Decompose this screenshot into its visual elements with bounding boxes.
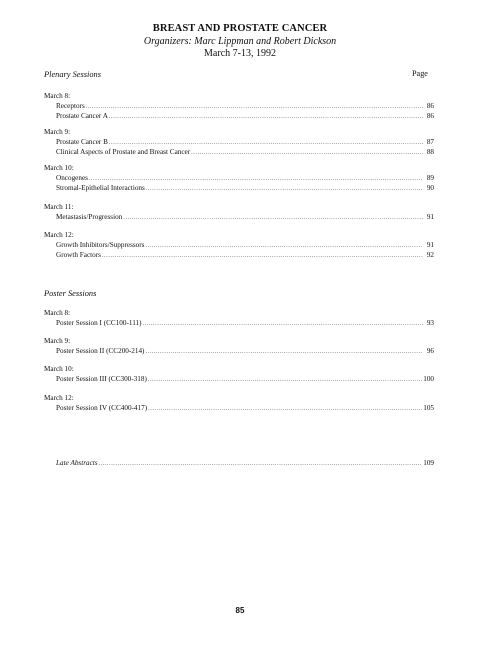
group-date: March 9:	[44, 128, 71, 136]
toc-entry	[56, 250, 434, 260]
entry-page: 96	[426, 347, 434, 355]
toc-entry	[56, 101, 434, 111]
group-date: March 12:	[44, 231, 74, 239]
late-abstracts-entry	[56, 458, 434, 468]
toc-entry	[56, 111, 434, 121]
dot-leader	[148, 404, 422, 414]
poster-group-march-10	[44, 364, 434, 384]
plenary-group-march-12	[44, 230, 434, 260]
toc-entry	[56, 173, 434, 183]
plenary-group-march-9	[44, 127, 434, 157]
group-date: March 10:	[44, 365, 74, 373]
toc-entry	[56, 137, 434, 147]
entry-page: 100	[423, 375, 434, 383]
dot-leader	[146, 184, 423, 194]
group-date: March 10:	[44, 164, 74, 172]
page-number: 85	[235, 606, 245, 615]
dot-leader	[102, 251, 423, 261]
entry-page: 88	[426, 148, 434, 156]
dot-leader	[99, 459, 423, 469]
toc-entry	[56, 183, 434, 193]
group-date: March 11:	[44, 203, 74, 211]
entry-page: 92	[426, 251, 434, 259]
organizers-line: Organizers: Marc Lippman and Robert Dickson	[143, 36, 337, 47]
entry-label: Poster Session IV (CC400-417)	[56, 404, 148, 412]
entry-label: Poster Session II (CC200-214)	[56, 347, 145, 355]
entry-page: 90	[426, 184, 434, 192]
entry-page: 93	[426, 319, 434, 327]
entry-label: Stromal-Epithelial Interactions	[56, 184, 145, 192]
group-date: March 8:	[44, 92, 71, 100]
entry-label: Growth Factors	[56, 251, 101, 259]
toc-entry	[56, 346, 434, 356]
plenary-group-march-8	[44, 91, 434, 121]
entry-page: 87	[426, 138, 434, 146]
toc-entry	[56, 212, 434, 222]
group-date: March 8:	[44, 309, 71, 317]
meeting-dates: March 7-13, 1992	[204, 48, 276, 59]
toc-entry	[56, 403, 434, 413]
entry-page: 109	[423, 459, 434, 467]
group-date: March 9:	[44, 337, 71, 345]
dot-leader	[123, 213, 423, 223]
entry-page: 91	[426, 241, 434, 249]
entry-page: 89	[426, 174, 434, 182]
plenary-group-march-10	[44, 163, 434, 193]
entry-label: Poster Session III (CC300-318)	[56, 375, 147, 383]
entry-label: Receptors	[56, 102, 85, 110]
plenary-sessions-heading: Plenary Sessions	[44, 70, 101, 79]
dot-leader	[109, 112, 423, 122]
dot-leader	[143, 319, 423, 329]
entry-label: Late Abstracts	[56, 459, 98, 467]
entry-page: 105	[423, 404, 434, 412]
entry-page: 86	[426, 102, 434, 110]
toc-entry	[56, 147, 434, 157]
poster-group-march-12	[44, 393, 434, 413]
page-column-label: Page	[412, 69, 428, 78]
toc-entry	[56, 240, 434, 250]
dot-leader	[145, 347, 423, 357]
entry-label: Poster Session I (CC100-111)	[56, 319, 142, 327]
entry-label: Growth Inhibitors/Suppressors	[56, 241, 145, 249]
entry-label: Metastasis/Progression	[56, 213, 123, 221]
plenary-group-march-11	[44, 202, 434, 222]
document-title: BREAST AND PROSTATE CANCER	[152, 23, 328, 34]
poster-group-march-9	[44, 336, 434, 356]
entry-label: Clinical Aspects of Prostate and Breast Cancer	[56, 148, 191, 156]
toc-entry	[56, 374, 434, 384]
entry-label: Prostate Cancer A	[56, 112, 108, 120]
entry-page: 91	[426, 213, 434, 221]
dot-leader	[148, 375, 422, 385]
entry-label: Oncogenes	[56, 174, 88, 182]
poster-sessions-heading: Poster Sessions	[44, 289, 97, 298]
entry-page: 86	[426, 112, 434, 120]
entry-label: Prostate Cancer B	[56, 138, 108, 146]
dot-leader	[191, 148, 423, 158]
poster-group-march-8	[44, 308, 434, 328]
group-date: March 12:	[44, 394, 74, 402]
toc-entry	[56, 318, 434, 328]
